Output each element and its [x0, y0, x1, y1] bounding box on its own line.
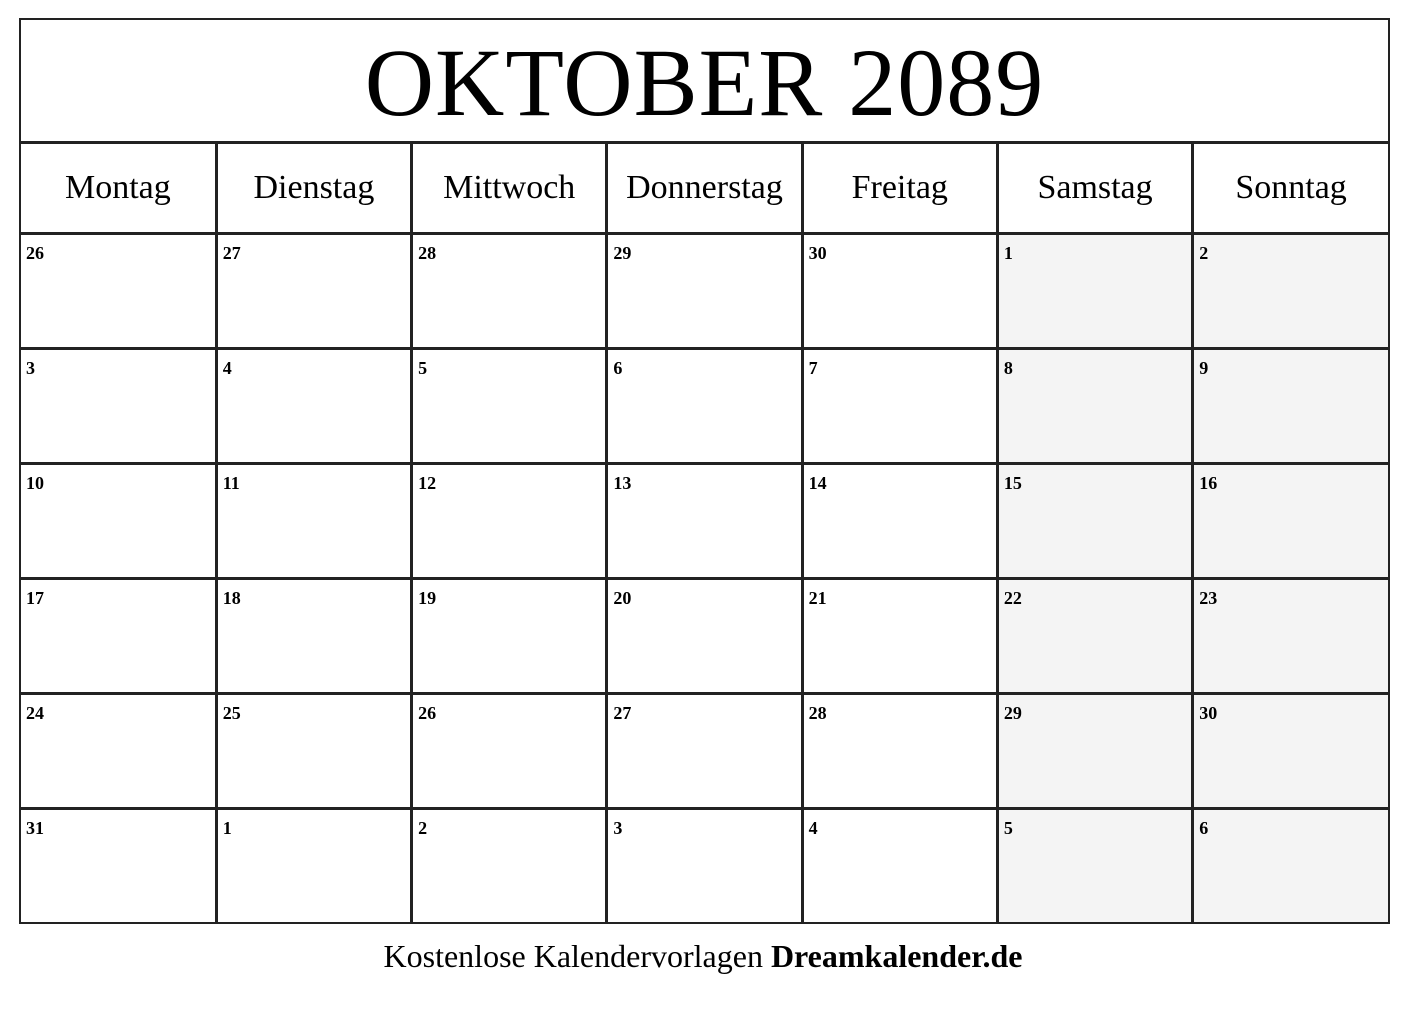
day-number: 29: [613, 243, 632, 263]
day-cell: [802, 579, 997, 694]
weekday-header-row: [21, 144, 1388, 234]
day-cell: [21, 349, 216, 464]
day-cell: [1193, 234, 1388, 349]
week-row: [21, 349, 1388, 464]
day-number: 29: [1003, 703, 1022, 723]
day-number: 12: [418, 473, 437, 493]
day-number: 11: [222, 473, 240, 493]
day-number: 13: [613, 473, 632, 493]
day-number: 28: [418, 243, 437, 263]
day-number: 27: [222, 243, 241, 263]
day-number: 16: [1199, 473, 1218, 493]
week-row: [21, 579, 1388, 694]
week-row: [21, 809, 1388, 923]
day-cell: [802, 234, 997, 349]
day-number: 2: [418, 818, 428, 838]
day-number: 10: [26, 473, 44, 493]
day-cell: [216, 809, 411, 923]
day-cell: [607, 579, 802, 694]
day-cell: [802, 349, 997, 464]
day-cell: [607, 234, 802, 349]
footer: [0, 938, 1406, 975]
day-cell: [997, 694, 1192, 809]
day-cell: [997, 809, 1192, 923]
day-number: 30: [1199, 703, 1218, 723]
weekday-header-sunday: Sonntag: [1193, 144, 1388, 234]
weekday-header-friday: Freitag: [802, 144, 997, 234]
day-cell: [21, 809, 216, 923]
week-row: [21, 694, 1388, 809]
day-number: 26: [26, 243, 44, 263]
day-cell: [21, 234, 216, 349]
calendar-title: OKTOBER 2089: [364, 28, 1045, 136]
day-cell: [216, 234, 411, 349]
weekday-header-saturday: Samstag: [997, 144, 1192, 234]
day-number: 14: [808, 473, 827, 493]
day-cell: [607, 809, 802, 923]
day-number: 22: [1003, 588, 1022, 608]
day-cell: [216, 579, 411, 694]
day-number: 4: [222, 358, 232, 378]
day-cell: [412, 349, 607, 464]
day-cell: [1193, 579, 1388, 694]
day-cell: [802, 464, 997, 579]
day-number: 27: [613, 703, 632, 723]
day-number: 19: [418, 588, 437, 608]
day-number: 28: [808, 703, 827, 723]
day-number: 31: [26, 818, 44, 838]
day-cell: [412, 579, 607, 694]
footer-text: Kostenlose Kalendervorlagen: [383, 938, 763, 974]
day-number: 5: [418, 358, 428, 378]
day-cell: [412, 694, 607, 809]
week-row: [21, 234, 1388, 349]
day-number: 25: [222, 703, 241, 723]
day-number: 5: [1003, 818, 1013, 838]
day-cell: [1193, 694, 1388, 809]
weekday-header-monday: Montag: [21, 144, 216, 234]
day-number: 23: [1199, 588, 1218, 608]
day-number: 6: [1199, 818, 1209, 838]
day-number: 1: [222, 818, 232, 838]
day-cell: [802, 809, 997, 923]
day-cell: [607, 349, 802, 464]
day-cell: [997, 349, 1192, 464]
day-cell: [997, 234, 1192, 349]
day-number: 3: [613, 818, 623, 838]
day-cell: [1193, 464, 1388, 579]
day-number: 1: [1003, 243, 1013, 263]
day-number: 3: [26, 358, 35, 378]
day-cell: [21, 694, 216, 809]
day-number: 24: [26, 703, 44, 723]
day-number: 18: [222, 588, 241, 608]
day-number: 9: [1199, 358, 1209, 378]
day-number: 15: [1003, 473, 1022, 493]
day-cell: [997, 579, 1192, 694]
day-cell: [21, 464, 216, 579]
day-number: 8: [1003, 358, 1013, 378]
day-cell: [216, 349, 411, 464]
title-row: [21, 20, 1388, 144]
day-cell: [607, 464, 802, 579]
calendar-grid: [21, 144, 1388, 922]
week-row: [21, 464, 1388, 579]
day-number: 26: [418, 703, 437, 723]
day-cell: [412, 809, 607, 923]
day-cell: [412, 464, 607, 579]
day-number: 7: [808, 358, 818, 378]
day-number: 6: [613, 358, 623, 378]
day-cell: [21, 579, 216, 694]
day-cell: [216, 694, 411, 809]
day-number: 2: [1199, 243, 1209, 263]
calendar: [19, 18, 1390, 924]
day-cell: [997, 464, 1192, 579]
day-number: 21: [808, 588, 827, 608]
day-cell: [216, 464, 411, 579]
day-cell: [1193, 809, 1388, 923]
day-number: 30: [808, 243, 827, 263]
day-number: 20: [613, 588, 632, 608]
day-cell: [607, 694, 802, 809]
weekday-header-tuesday: Dienstag: [216, 144, 411, 234]
weekday-header-thursday: Donnerstag: [607, 144, 802, 234]
day-cell: [412, 234, 607, 349]
day-number: 4: [808, 818, 818, 838]
footer-brand: Dreamkalender.de: [770, 938, 1023, 974]
weekday-header-wednesday: Mittwoch: [412, 144, 607, 234]
day-number: 17: [26, 588, 44, 608]
calendar-body: [21, 234, 1388, 923]
day-cell: [802, 694, 997, 809]
day-cell: [1193, 349, 1388, 464]
